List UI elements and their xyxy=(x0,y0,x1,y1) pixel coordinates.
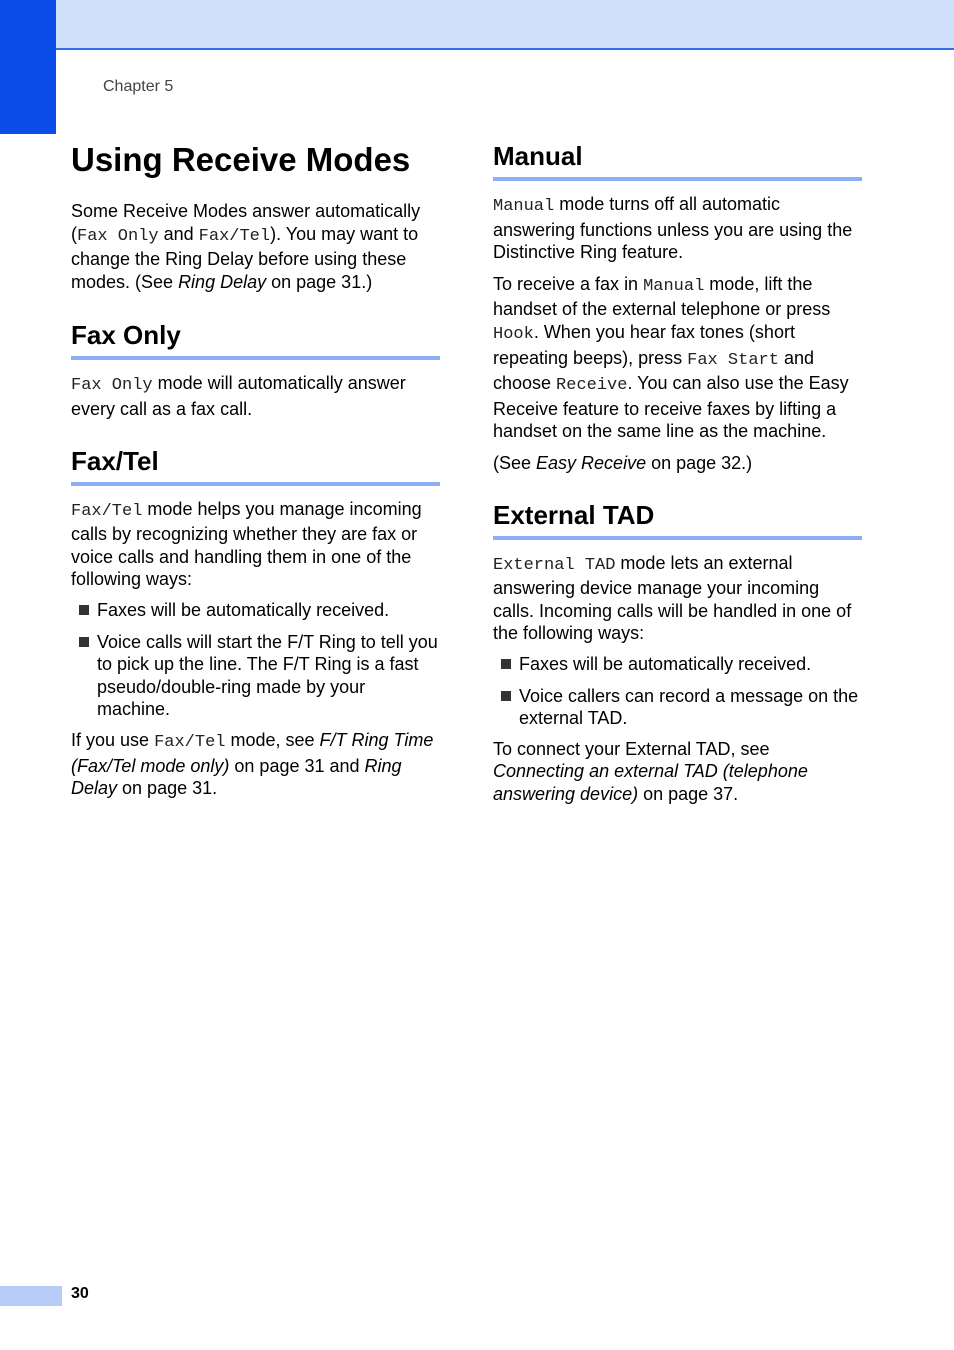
code-fax-start: Fax Start xyxy=(687,350,779,370)
external-tad-list xyxy=(493,653,862,730)
heading-manual: Manual xyxy=(493,140,862,181)
page-number-badge xyxy=(0,1286,62,1306)
code-receive: Receive xyxy=(556,376,628,396)
ref-ring-delay: Ring Delay xyxy=(178,271,267,292)
code-fax-only: Fax Only xyxy=(77,226,159,246)
heading-fax-only: Fax Only xyxy=(71,319,440,360)
bullet-square-icon xyxy=(79,605,89,615)
intro-paragraph: Some Receive Modes answer automatically (Fax Only and Fax/Tel). You may want to change the Ring Delay before using these modes. (See Ring Delay on page 31.) xyxy=(71,201,421,292)
heading-fax-tel: Fax/Tel xyxy=(71,445,440,486)
ref-ring-delay: Ring Delay xyxy=(71,755,402,799)
heading-external-tad: External TAD xyxy=(493,499,862,540)
code-fax-tel: Fax/Tel xyxy=(198,226,271,246)
list-item: Voice callers can record a message on the external TAD. xyxy=(493,685,862,730)
easy-receive-note: (See Easy Receive on page 32.) xyxy=(493,452,753,473)
page-number: 30 xyxy=(71,1285,89,1302)
left-column xyxy=(71,200,440,800)
fax-tel-note: If you use Fax/Tel mode, see F/T Ring Time (Fax/Tel mode only) on page 31 and Ring Delay on page 31. xyxy=(71,729,434,799)
manual-receive-paragraph: To receive a fax in Manual mode, lift the handset of the external telephone or press Hook. When you hear fax tones (short repeating beeps), press Fax Start and choose Receive. You can also use the Easy Receive feature to receive faxes by lifting a handset on the same line as the machine. xyxy=(493,273,849,442)
manual-paragraph: Manual mode turns off all automatic answering functions unless you are using the Distinctive Ring feature. xyxy=(493,194,853,263)
ref-connecting-external-tad: Connecting an external TAD (telephone answering device) xyxy=(493,761,808,804)
ref-ft-ring-time: F/T Ring Time (Fax/Tel mode only) xyxy=(71,729,434,776)
page-title: Using Receive Modes xyxy=(71,141,411,178)
chapter-tab-marker xyxy=(0,0,56,134)
right-column xyxy=(493,140,862,805)
list-item: Voice calls will start the F/T Ring to tell you to pick up the line. The F/T Ring is a fast pseudo/double-ring made by your machine. xyxy=(71,631,440,721)
ref-easy-receive: Easy Receive xyxy=(536,452,647,473)
chapter-label: Chapter 5 xyxy=(103,78,174,95)
list-item: Faxes will be automatically received. xyxy=(493,653,862,676)
bullet-square-icon xyxy=(501,659,511,669)
code-hook: Hook xyxy=(493,324,534,344)
fax-only-paragraph: Fax Only mode will automatically answer every call as a fax call. xyxy=(71,373,406,419)
fax-tel-list xyxy=(71,599,440,721)
fax-tel-paragraph: Fax/Tel mode helps you manage incoming calls by recognizing whether they are fax or voice calls and handling them in one of the following ways: xyxy=(71,498,422,590)
external-tad-paragraph: External TAD mode lets an external answering device manage your incoming calls. Incoming calls will be handled in one of the following ways: xyxy=(493,552,852,644)
external-tad-note: To connect your External TAD, see Connecting an external TAD (telephone answering device) on page 37. xyxy=(493,738,808,804)
bullet-square-icon xyxy=(501,691,511,701)
bullet-square-icon xyxy=(79,637,89,647)
list-item: Faxes will be automatically received. xyxy=(71,599,440,622)
header-band xyxy=(0,0,954,50)
